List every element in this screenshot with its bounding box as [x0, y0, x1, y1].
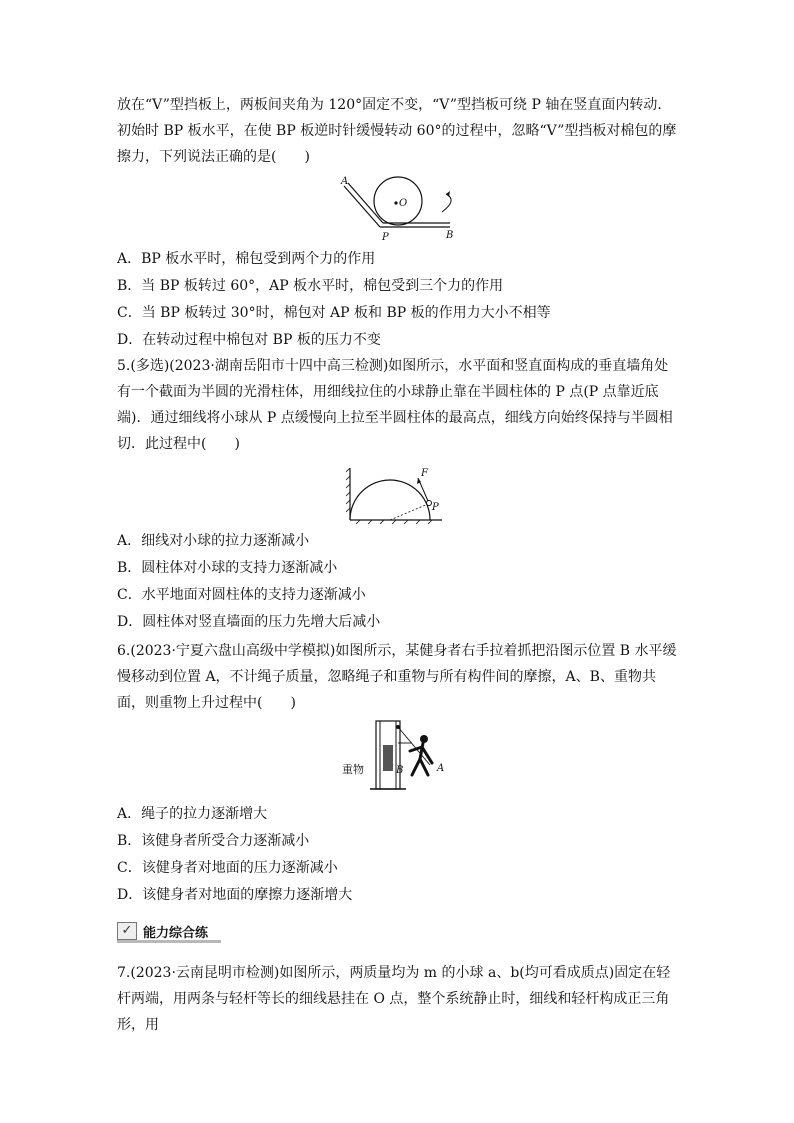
center-dot [394, 201, 397, 204]
q6-option-b: B．该健身者所受合力逐渐减小 [117, 833, 310, 849]
label-a: A [437, 763, 445, 774]
person-body [410, 743, 432, 775]
rotation-arrow [442, 194, 451, 212]
label-p: P [382, 232, 389, 242]
half-cylinder-diagram [346, 466, 446, 524]
label-o: O [399, 198, 408, 209]
weight-stack [383, 745, 393, 771]
q5-option-d: D．圆柱体对竖直墙面的压力先增大后减小 [117, 614, 381, 630]
cable-machine-diagram [340, 717, 450, 793]
v-board-diagram [336, 172, 466, 242]
section-header [117, 920, 208, 942]
q4-option-d: D．在转动过程中棉包对 BP 板的压力不变 [117, 332, 381, 348]
section-divider [117, 940, 221, 943]
label-b: B [446, 230, 454, 241]
q5-stem: 5.(多选)(2023·湖南岳阳市十四中高三检测)如图所示，水平面和竖直面构成的垂直墙角处有一个截面为半圆的光滑柱体，用细线拉住的小球静止靠在半圆柱体的 P 点(P 点靠近底端)．通过细线将小球从 P 点缓慢向上拉至半圆柱体的最高点，细线方向始终保持与半圆相切．此过程中( ) [117, 358, 673, 452]
q6-stem: 6.(2023·宁夏六盘山高级中学模拟)如图所示，某健身者右手拉着抓把沿图示位置 B 水平缓慢移动到位置 A，不计绳子质量，忽略绳子和重物与所有构件间的摩擦，A、B、重物共面，则重物上升过程中( ) [117, 643, 677, 711]
label-a: A [341, 176, 349, 187]
rope [398, 727, 430, 765]
q4-option-c: C．当 BP 板转过 30°时，棉包对 AP 板和 BP 板的作用力大小不相等 [117, 305, 551, 321]
q4-stem: 放在“V”型挡板上，两板间夹角为 120°固定不变，“V”型挡板可绕 P 轴在竖直面内转动．初始时 BP 板水平，在使 BP 板逆时针缓慢转动 60°的过程中，忽略“V”型挡板对棉包的摩擦力，下列说法正确的是( ) [117, 97, 677, 165]
q5-option-a: A．细线对小球的拉力逐渐减小 [117, 533, 310, 549]
ball [427, 501, 432, 506]
label-p: P [432, 502, 439, 513]
half-cylinder [350, 480, 430, 520]
label-weight: 重物 [342, 763, 364, 776]
radius-line [390, 504, 428, 520]
checkbox-icon: ✓ [117, 922, 137, 940]
q5-figure [346, 466, 446, 524]
q4-option-b: B．当 BP 板转过 60°，AP 板水平时，棉包受到三个力的作用 [117, 278, 504, 294]
person-head [420, 735, 428, 743]
section-title: 能力综合练 [143, 925, 209, 941]
cotton-bale [374, 177, 422, 225]
q6-figure [340, 717, 450, 793]
q4-figure [336, 172, 466, 242]
q5-option-b: B．圆柱体对小球的支持力逐渐减小 [117, 560, 338, 576]
label-f: F [421, 468, 428, 479]
q6-option-c: C．该健身者对地面的压力逐渐减小 [117, 860, 338, 876]
q7-stem: 7.(2023·云南昆明市检测)如图所示，两质量均为 m 的小球 a、b(均可看成质点)固定在轻杆两端，用两条与轻杆等长的细线悬挂在 O 点，整个系统静止时，细线和轻杆构成正三角形，用 [117, 965, 671, 1033]
q5-option-c: C．水平地面对圆柱体的支持力逐渐减小 [117, 587, 366, 603]
q6-option-a: A．绳子的拉力逐渐增大 [117, 806, 268, 822]
q6-option-d: D．该健身者对地面的摩擦力逐渐增大 [117, 887, 353, 903]
label-b: B [396, 765, 404, 776]
q4-option-a: A．BP 板水平时，棉包受到两个力的作用 [117, 251, 376, 267]
